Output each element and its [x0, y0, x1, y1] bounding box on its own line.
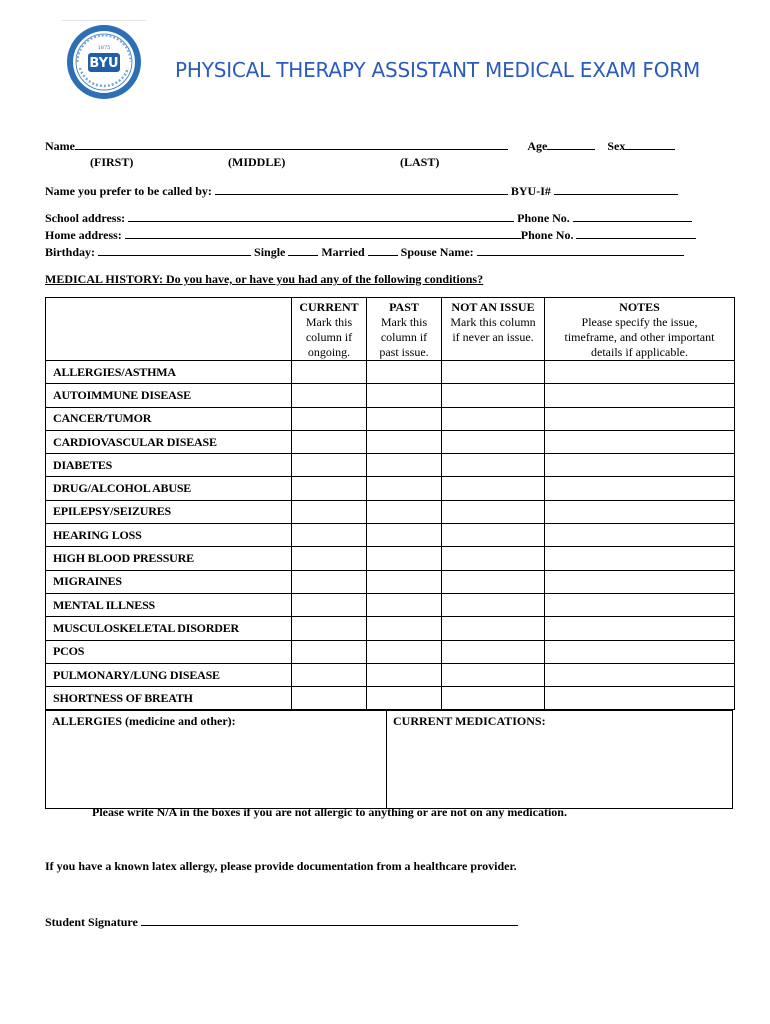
- notes-column-header: [545, 298, 735, 361]
- notes-cell[interactable]: [545, 384, 735, 407]
- allergies-label: ALLERGIES (medicine and other):: [52, 714, 236, 728]
- condition-label: EPILEPSY/SEIZURES: [46, 500, 292, 523]
- notes-column-desc: Please specify the issue, timeframe, and other important details if applicable.: [564, 315, 715, 359]
- home-phone-label: Phone No.: [520, 228, 574, 242]
- current-cell[interactable]: [292, 524, 367, 547]
- not-an-issue-cell[interactable]: [442, 570, 545, 593]
- notes-cell[interactable]: [545, 500, 735, 523]
- conditions-header-row: [46, 298, 735, 361]
- allergies-box[interactable]: [46, 711, 387, 809]
- not-an-issue-cell[interactable]: [442, 547, 545, 570]
- current-cell[interactable]: [292, 593, 367, 616]
- condition-label: HIGH BLOOD PRESSURE: [46, 547, 292, 570]
- single-label: Single: [254, 245, 286, 259]
- past-cell[interactable]: [367, 430, 442, 453]
- not-an-issue-cell[interactable]: [442, 640, 545, 663]
- school-address-row: [45, 210, 692, 226]
- notes-cell[interactable]: [545, 663, 735, 686]
- current-cell[interactable]: [292, 430, 367, 453]
- sex-field[interactable]: [625, 138, 675, 150]
- name-field[interactable]: [75, 138, 508, 150]
- past-cell[interactable]: [367, 384, 442, 407]
- past-cell[interactable]: [367, 640, 442, 663]
- condition-row: [46, 477, 735, 500]
- preferred-name-label: Name you prefer to be called by:: [45, 184, 212, 198]
- single-field[interactable]: [288, 244, 318, 256]
- past-cell[interactable]: [367, 617, 442, 640]
- past-cell[interactable]: [367, 407, 442, 430]
- current-cell[interactable]: [292, 477, 367, 500]
- notes-cell[interactable]: [545, 547, 735, 570]
- school-phone-label: Phone No.: [517, 211, 570, 225]
- past-column-desc: Mark this column if past issue.: [379, 315, 429, 359]
- past-cell[interactable]: [367, 547, 442, 570]
- name-label: Name: [45, 139, 75, 153]
- past-cell[interactable]: [367, 663, 442, 686]
- condition-row: [46, 430, 735, 453]
- past-cell[interactable]: [367, 687, 442, 710]
- notes-cell[interactable]: [545, 477, 735, 500]
- home-address-label: Home address:: [45, 228, 122, 242]
- condition-row: [46, 361, 735, 384]
- notes-column-title: NOTES: [619, 300, 660, 314]
- condition-label: CANCER/TUMOR: [46, 407, 292, 430]
- current-cell[interactable]: [292, 617, 367, 640]
- notes-cell[interactable]: [545, 407, 735, 430]
- condition-label: PULMONARY/LUNG DISEASE: [46, 663, 292, 686]
- condition-label: ALLERGIES/ASTHMA: [46, 361, 292, 384]
- not-an-issue-cell[interactable]: [442, 430, 545, 453]
- condition-label: AUTOIMMUNE DISEASE: [46, 384, 292, 407]
- condition-row: [46, 407, 735, 430]
- past-cell[interactable]: [367, 500, 442, 523]
- current-column-title: CURRENT: [299, 300, 359, 314]
- past-cell[interactable]: [367, 570, 442, 593]
- middle-name-label: (MIDDLE): [228, 155, 286, 169]
- current-medications-label: CURRENT MEDICATIONS:: [393, 714, 546, 728]
- condition-row: [46, 524, 735, 547]
- not-an-issue-column-title: NOT AN ISSUE: [451, 300, 535, 314]
- latex-allergy-note: If you have a known latex allergy, please provide documentation from a healthcare provider.: [45, 859, 517, 873]
- condition-label: MUSCULOSKELETAL DISORDER: [46, 617, 292, 640]
- notes-cell[interactable]: [545, 430, 735, 453]
- not-an-issue-cell[interactable]: [442, 617, 545, 640]
- school-address-field[interactable]: [128, 210, 514, 222]
- home-address-row: [45, 227, 696, 243]
- condition-label: SHORTNESS OF BREATH: [46, 687, 292, 710]
- notes-cell[interactable]: [545, 570, 735, 593]
- condition-label: DRUG/ALCOHOL ABUSE: [46, 477, 292, 500]
- preferred-name-row: [45, 183, 678, 199]
- school-address-label: School address:: [45, 211, 126, 225]
- current-cell[interactable]: [292, 407, 367, 430]
- notes-cell[interactable]: [545, 687, 735, 710]
- school-phone-field[interactable]: [573, 210, 692, 222]
- condition-row: [46, 570, 735, 593]
- not-an-issue-column-header: [442, 298, 545, 361]
- svg-text:1875: 1875: [97, 45, 111, 51]
- birthday-field[interactable]: [98, 244, 251, 256]
- current-cell[interactable]: [292, 570, 367, 593]
- condition-label: MIGRAINES: [46, 570, 292, 593]
- condition-label: MENTAL ILLNESS: [46, 593, 292, 616]
- header-rule: [62, 20, 146, 21]
- notes-cell[interactable]: [545, 640, 735, 663]
- not-an-issue-cell[interactable]: [442, 663, 545, 686]
- past-cell[interactable]: [367, 477, 442, 500]
- not-an-issue-cell[interactable]: [442, 500, 545, 523]
- not-an-issue-cell[interactable]: [442, 407, 545, 430]
- current-column-desc: Mark this column if ongoing.: [305, 315, 353, 359]
- home-phone-field[interactable]: [576, 227, 696, 239]
- signature-row: [45, 914, 518, 930]
- sex-label: Sex: [607, 139, 626, 153]
- past-cell[interactable]: [367, 361, 442, 384]
- byu-id-label: BYU-I#: [510, 184, 551, 198]
- spouse-name-field[interactable]: [477, 244, 684, 256]
- not-an-issue-cell[interactable]: [442, 593, 545, 616]
- current-cell[interactable]: [292, 687, 367, 710]
- birthday-row: [45, 244, 684, 260]
- age-label: Age: [527, 139, 548, 153]
- allergies-medications-table: [45, 710, 733, 809]
- past-cell[interactable]: [367, 454, 442, 477]
- condition-label: CARDIOVASCULAR DISEASE: [46, 430, 292, 453]
- not-an-issue-cell[interactable]: [442, 524, 545, 547]
- condition-label: DIABETES: [46, 454, 292, 477]
- first-name-label: (FIRST): [90, 155, 134, 169]
- not-an-issue-column-desc: Mark this column if never an issue.: [450, 315, 536, 344]
- current-cell[interactable]: [292, 547, 367, 570]
- signature-field[interactable]: [141, 914, 518, 926]
- spouse-name-label: Spouse Name:: [400, 245, 474, 259]
- condition-label: HEARING LOSS: [46, 524, 292, 547]
- not-an-issue-cell[interactable]: [442, 687, 545, 710]
- current-cell[interactable]: [292, 663, 367, 686]
- medical-history-heading: MEDICAL HISTORY: Do you have, or have you had any of the following conditions?: [45, 272, 484, 286]
- condition-row: [46, 384, 735, 407]
- condition-label: PCOS: [46, 640, 292, 663]
- condition-row: [46, 454, 735, 477]
- na-instruction: Please write N/A in the boxes if you are not allergic to anything or are not on any medication.: [92, 805, 567, 819]
- age-field[interactable]: [547, 138, 595, 150]
- conditions-table: [45, 297, 735, 710]
- current-cell[interactable]: [292, 384, 367, 407]
- byu-id-field[interactable]: [554, 183, 678, 195]
- condition-row: [46, 640, 735, 663]
- condition-row: [46, 663, 735, 686]
- condition-row: [46, 593, 735, 616]
- condition-row: [46, 500, 735, 523]
- notes-cell[interactable]: [545, 361, 735, 384]
- condition-row: [46, 687, 735, 710]
- current-cell[interactable]: [292, 500, 367, 523]
- not-an-issue-cell[interactable]: [442, 477, 545, 500]
- married-field[interactable]: [368, 244, 398, 256]
- current-cell[interactable]: [292, 640, 367, 663]
- header-blank-cell: [46, 298, 292, 361]
- past-column-header: [367, 298, 442, 361]
- university-seal-logo: [66, 24, 142, 100]
- past-cell[interactable]: [367, 524, 442, 547]
- current-column-header: [292, 298, 367, 361]
- not-an-issue-cell[interactable]: [442, 384, 545, 407]
- condition-row: [46, 547, 735, 570]
- not-an-issue-cell[interactable]: [442, 361, 545, 384]
- notes-cell[interactable]: [545, 524, 735, 547]
- preferred-name-field[interactable]: [215, 183, 508, 195]
- not-an-issue-cell[interactable]: [442, 454, 545, 477]
- past-column-title: PAST: [389, 300, 419, 314]
- name-row: [45, 138, 675, 154]
- condition-row: [46, 617, 735, 640]
- signature-label: Student Signature: [45, 915, 138, 929]
- notes-cell[interactable]: [545, 454, 735, 477]
- birthday-label: Birthday:: [45, 245, 96, 259]
- current-medications-box[interactable]: [387, 711, 733, 809]
- form-title: PHYSICAL THERAPY ASSISTANT MEDICAL EXAM FORM: [175, 58, 701, 82]
- svg-text:BYU: BYU: [89, 56, 119, 71]
- home-address-field[interactable]: [125, 227, 521, 239]
- current-cell[interactable]: [292, 361, 367, 384]
- notes-cell[interactable]: [545, 593, 735, 616]
- current-cell[interactable]: [292, 454, 367, 477]
- last-name-label: (LAST): [400, 155, 440, 169]
- married-label: Married: [321, 245, 365, 259]
- past-cell[interactable]: [367, 593, 442, 616]
- notes-cell[interactable]: [545, 617, 735, 640]
